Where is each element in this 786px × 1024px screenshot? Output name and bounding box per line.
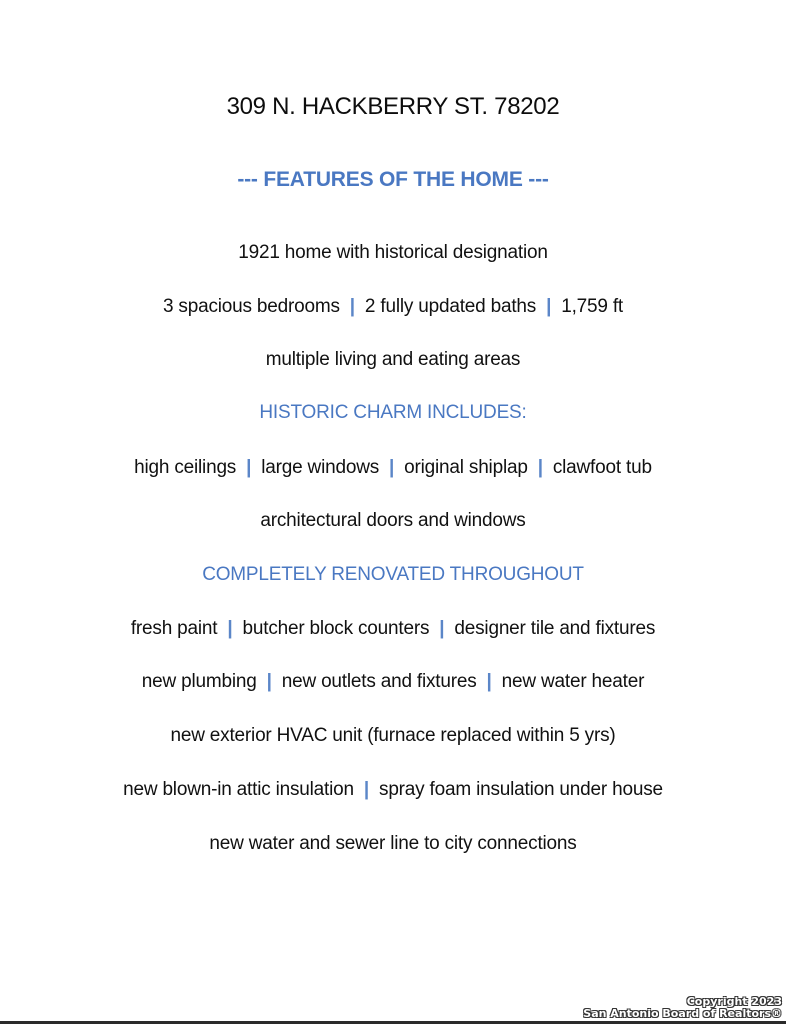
feature-item: new blown-in attic insulation <box>123 779 354 800</box>
feature-item: new exterior HVAC unit (furnace replaced within 5 yrs) <box>170 725 616 746</box>
separator: | <box>246 457 252 478</box>
separator: | <box>227 618 233 639</box>
feature-item: 2 fully updated baths <box>364 296 537 317</box>
feature-item: designer tile and fixtures <box>454 618 656 639</box>
feature-item: new outlets and fixtures <box>281 671 477 692</box>
feature-line <box>0 509 786 533</box>
feature-line <box>0 670 786 694</box>
feature-item: butcher block counters <box>242 618 430 639</box>
separator: | <box>537 457 543 478</box>
separator: | <box>266 671 272 692</box>
subheading-text: HISTORIC CHARM INCLUDES: <box>259 402 527 423</box>
copyright-watermark <box>583 996 782 1020</box>
feature-item: 3 spacious bedrooms <box>162 296 340 317</box>
subheading-text: COMPLETELY RENOVATED THROUGHOUT <box>202 564 584 585</box>
property-address-title: 309 N. HACKBERRY ST. 78202 <box>226 93 560 120</box>
separator: | <box>546 296 552 317</box>
feature-line <box>0 241 786 265</box>
historic-charm-heading <box>0 401 786 425</box>
feature-line <box>0 295 786 319</box>
feature-line <box>0 456 786 480</box>
feature-item: clawfoot tub <box>552 457 652 478</box>
feature-item: 1,759 ft <box>561 296 623 317</box>
copyright-organization: San Antonio Board of Realtors® <box>583 1007 782 1020</box>
feature-item: 1921 home with historical designation <box>238 242 548 263</box>
feature-line <box>0 724 786 748</box>
separator: | <box>349 296 355 317</box>
feature-line <box>0 617 786 641</box>
features-section-heading: --- FEATURES OF THE HOME --- <box>237 168 549 191</box>
feature-item: new water and sewer line to city connections <box>209 833 577 854</box>
feature-item: spray foam insulation under house <box>379 779 663 800</box>
feature-item: large windows <box>261 457 380 478</box>
separator: | <box>486 671 492 692</box>
copyright-year: Copyright 2023 <box>686 995 782 1008</box>
feature-item: high ceilings <box>134 457 237 478</box>
separator: | <box>363 779 370 800</box>
feature-line <box>0 348 786 372</box>
feature-item: multiple living and eating areas <box>265 349 521 370</box>
renovated-heading <box>0 563 786 587</box>
feature-item: original shiplap <box>404 457 528 478</box>
feature-item: new water heater <box>501 671 645 692</box>
feature-item: architectural doors and windows <box>260 510 526 531</box>
feature-item: new plumbing <box>141 671 257 692</box>
feature-line <box>0 832 786 856</box>
feature-line <box>0 778 786 802</box>
separator: | <box>439 618 445 639</box>
feature-item: fresh paint <box>130 618 218 639</box>
separator: | <box>389 457 395 478</box>
